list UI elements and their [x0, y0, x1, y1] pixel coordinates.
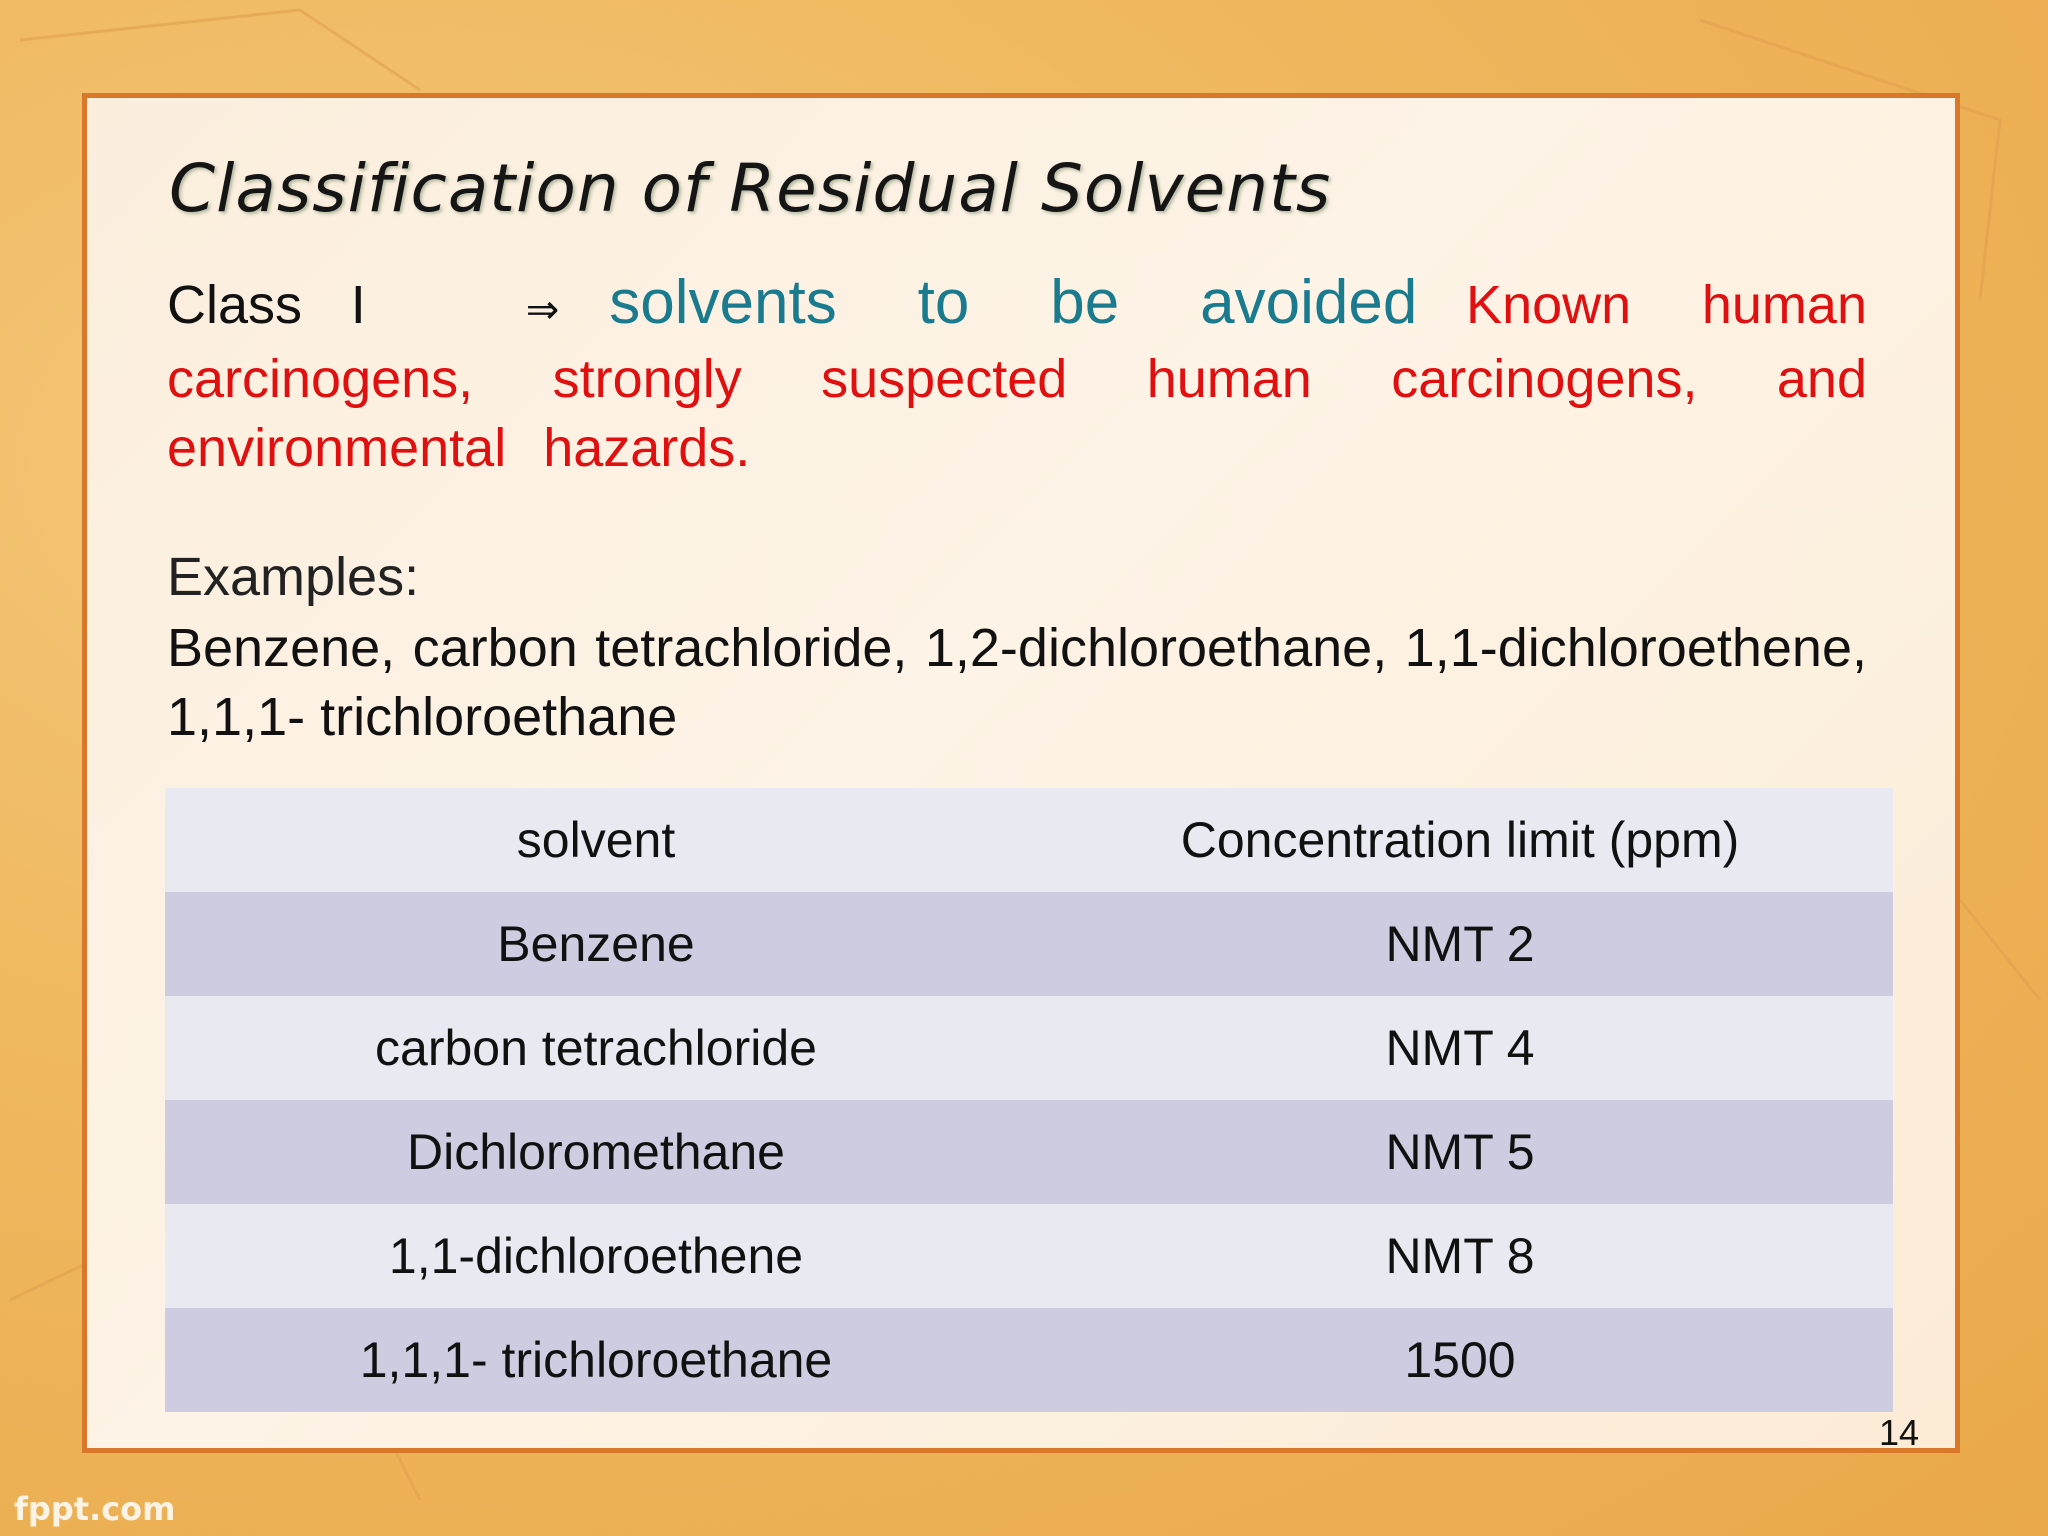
- watermark-logo: fppt.com: [14, 1490, 176, 1528]
- table-row: [165, 892, 1893, 996]
- slide-title: Classification of Residual Solvents: [169, 150, 1332, 227]
- page-number: 14: [1878, 1412, 1919, 1453]
- table-row: [165, 996, 1893, 1100]
- table-header-row: [165, 788, 1893, 892]
- class-description: [167, 268, 1867, 483]
- slide-content-frame: [82, 93, 1960, 1453]
- limit-cell: NMT 5: [1385, 1124, 1535, 1180]
- limit-cell: NMT 8: [1385, 1228, 1535, 1284]
- examples-heading: Examples:: [167, 547, 420, 607]
- limit-cell: 1500: [1404, 1332, 1516, 1388]
- header-solvent: solvent: [516, 812, 676, 868]
- class-headline: solvents to be avoided: [609, 268, 1418, 337]
- arrow-icon: ⇒: [525, 287, 560, 333]
- table-row: [165, 1100, 1893, 1204]
- limit-cell: NMT 4: [1385, 1020, 1535, 1076]
- class-label: Class I: [167, 275, 366, 335]
- solvent-cell: Benzene: [497, 916, 695, 972]
- table-row: [165, 1308, 1893, 1412]
- solvent-cell: Dichloromethane: [407, 1124, 785, 1180]
- table-row: [165, 1204, 1893, 1308]
- class-detail: Known human carcinogens, strongly suspected human carcinogens, and environmental hazards.: [167, 275, 1867, 478]
- header-limit: Concentration limit (ppm): [1180, 812, 1740, 868]
- limit-cell: NMT 2: [1385, 916, 1535, 972]
- examples-list: Benzene, carbon tetrachloride, 1,2-dichloroethane, 1,1-dichloroethene, 1,1,1- trichloroethane: [167, 618, 1867, 747]
- solvent-cell: 1,1,1- trichloroethane: [359, 1332, 833, 1388]
- solvent-cell: 1,1-dichloroethene: [388, 1228, 804, 1284]
- solvent-limits-table: [165, 788, 1893, 1412]
- solvent-cell: carbon tetrachloride: [375, 1020, 817, 1076]
